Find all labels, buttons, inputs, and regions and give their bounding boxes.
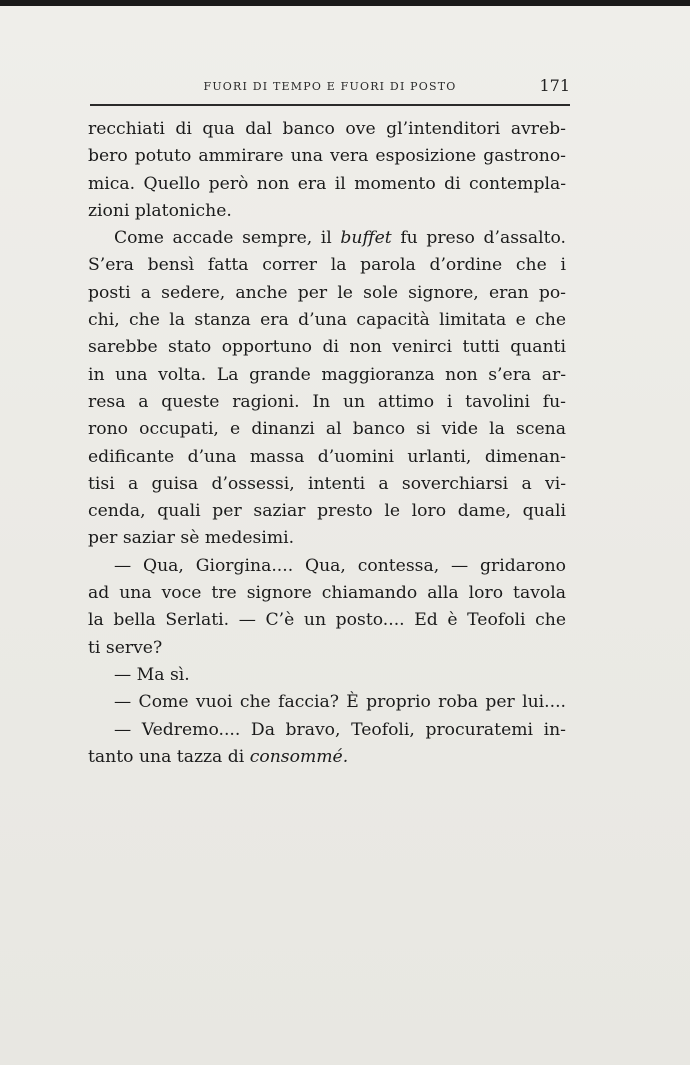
- dialogue-line: — Vedremo.... Da bravo, Teofoli, procuratemi in-: [114, 719, 566, 740]
- text-line: zioni platoniche.: [88, 200, 232, 221]
- text-line: sarebbe stato opportuno di non venirci tutti quanti: [88, 337, 566, 358]
- text-line: la bella Serlati. — C’è un posto.... Ed è Teofoli che: [88, 610, 566, 631]
- text-line: [88, 225, 566, 252]
- page-top-edge: [0, 0, 690, 6]
- italic-word: buffet: [340, 228, 392, 249]
- text-line: [88, 744, 566, 771]
- text-line: edificante d’una massa d’uomini urlanti, dimenan-: [88, 446, 566, 467]
- text-line: ti serve?: [88, 637, 163, 658]
- header-rule: [90, 104, 570, 106]
- text-line: resa a queste ragioni. In un attimo i tavolini fu-: [88, 391, 566, 412]
- text-line: S’era bensì fatta correr la parola d’ordine che i: [88, 255, 566, 276]
- text-line: cenda, quali per saziar presto le loro dame, quali: [88, 501, 566, 522]
- text-segment: tanto una tazza di: [88, 746, 245, 767]
- text-segment: Come accade sempre, il: [114, 228, 332, 249]
- text-line: bero potuto ammirare una vera esposizione gastrono-: [88, 146, 566, 167]
- text-line: rono occupati, e dinanzi al banco si vide la scena: [88, 419, 566, 440]
- italic-word: consommé.: [249, 746, 349, 767]
- running-title: FUORI DI TEMPO E FUORI DI POSTO: [203, 80, 457, 93]
- text-line: recchiati di qua dal banco ove gl’intenditori avreb-: [88, 119, 566, 139]
- text-line: mica. Quello però non era il momento di contempla-: [88, 173, 566, 194]
- text-line: per saziar sè medesimi.: [88, 528, 295, 549]
- body-text: [88, 116, 566, 771]
- text-line: tisi a guisa d’ossessi, intenti a soverchiarsi a vi-: [88, 473, 566, 494]
- text-line: posti a sedere, anche per le sole signore, eran po-: [88, 282, 566, 303]
- text-line: chi, che la stanza era d’una capacità limitata e che: [88, 310, 566, 331]
- text-segment: fu preso d’assalto.: [400, 228, 566, 249]
- text-line: in una volta. La grande maggioranza non s’era ar-: [88, 364, 566, 385]
- dialogue-line: — Come vuoi che faccia? È proprio roba per lui....: [114, 692, 566, 713]
- page-number: 171: [539, 76, 570, 95]
- text-line: ad una voce tre signore chiamando alla loro tavola: [88, 583, 566, 604]
- running-head: [88, 76, 572, 100]
- dialogue-line: — Qua, Giorgina.... Qua, contessa, — gridarono: [114, 555, 566, 576]
- dialogue-line: — Ma sì.: [114, 664, 190, 685]
